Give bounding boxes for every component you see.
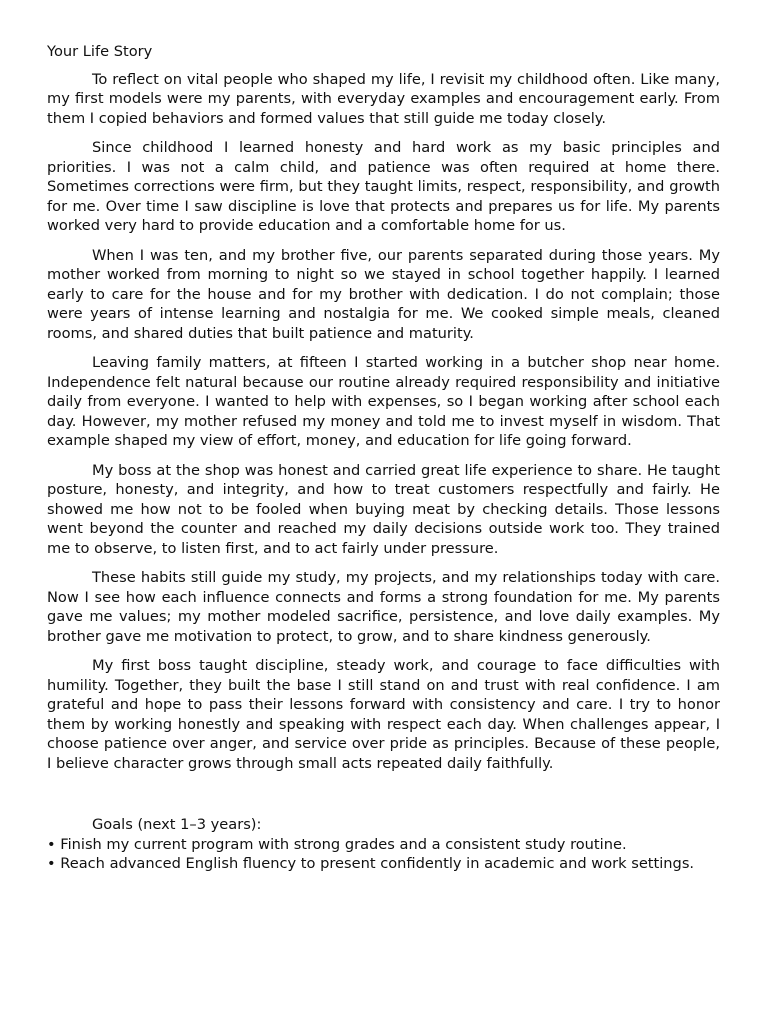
paragraph-5: My boss at the shop was honest and carried great life experience to share. He taught posture, honesty, and integrity, and how to treat customers respectfully and fairly. He showed me how not to be fooled when buying meat by checking details. Those lessons went beyond the counter and reached my daily decisions outside work too. They trained me to observe, to listen first, and to act fairly under pressure.: [47, 461, 720, 557]
goals-heading: Goals (next 1–3 years):: [92, 816, 262, 833]
paragraph-3: When I was ten, and my brother five, our parents separated during those years. My mother worked from morning to night so we stayed in school together happily. I learned early to care for the house and for my brother with dedication. I do not complain; those were years of intense learning and nostalgia for me. We cooked simple meals, cleaned rooms, and shared duties that built patience and maturity.: [47, 246, 720, 342]
paragraph-4: Leaving family matters, at fifteen I started working in a butcher shop near home. Independence felt natural because our routine already required responsibility and initiative daily from everyone. I wanted to help with expenses, so I began working after school each day. However, my mother refused my money and told me to invest myself in wisdom. That example shaped my view of effort, money, and education for life going forward.: [47, 354, 720, 449]
goals-section: [47, 815, 720, 874]
document-title: Your Life Story: [47, 43, 153, 60]
paragraph-2: Since childhood I learned honesty and hard work as my basic principles and priorities. I was not a calm child, and patience was often required at home there. Sometimes corrections were firm, but they taught limits, respect, responsibility, and growth for me. Over time I saw discipline is love that protects and prepares us for life. My parents worked very hard to provide education and a comfortable home for us.: [47, 139, 720, 234]
paragraph-7: My first boss taught discipline, steady work, and courage to face difficulties with humility. Together, they built the base I still stand on and trust with real confidence. I am grateful and hope to pass their lessons forward with consistency and care. I try to honor them by working honestly and speaking with respect each day. When challenges appear, I choose patience over anger, and service over pride as principles. Because of these people, I believe character grows through small acts repeated daily faithfully.: [47, 657, 720, 772]
goal-item-1: • Finish my current program with strong grades and a consistent study routine.: [47, 835, 627, 853]
paragraph-6: These habits still guide my study, my projects, and my relationships today with care. Now I see how each influence connects and forms a strong foundation for me. My parents gave me values; my mother modeled sacrifice, persistence, and love daily examples. My brother gave me motivation to protect, to grow, and to share kindness generously.: [47, 569, 720, 645]
goal-item-2: • Reach advanced English fluency to present confidently in academic and work settings.: [47, 855, 695, 872]
paragraph-1: To reflect on vital people who shaped my life, I revisit my childhood often. Like many, my first models were my parents, with everyday examples and encouragement early. From them I copied behaviors and formed values that still guide me today closely.: [47, 70, 720, 127]
document-page: [47, 42, 720, 874]
